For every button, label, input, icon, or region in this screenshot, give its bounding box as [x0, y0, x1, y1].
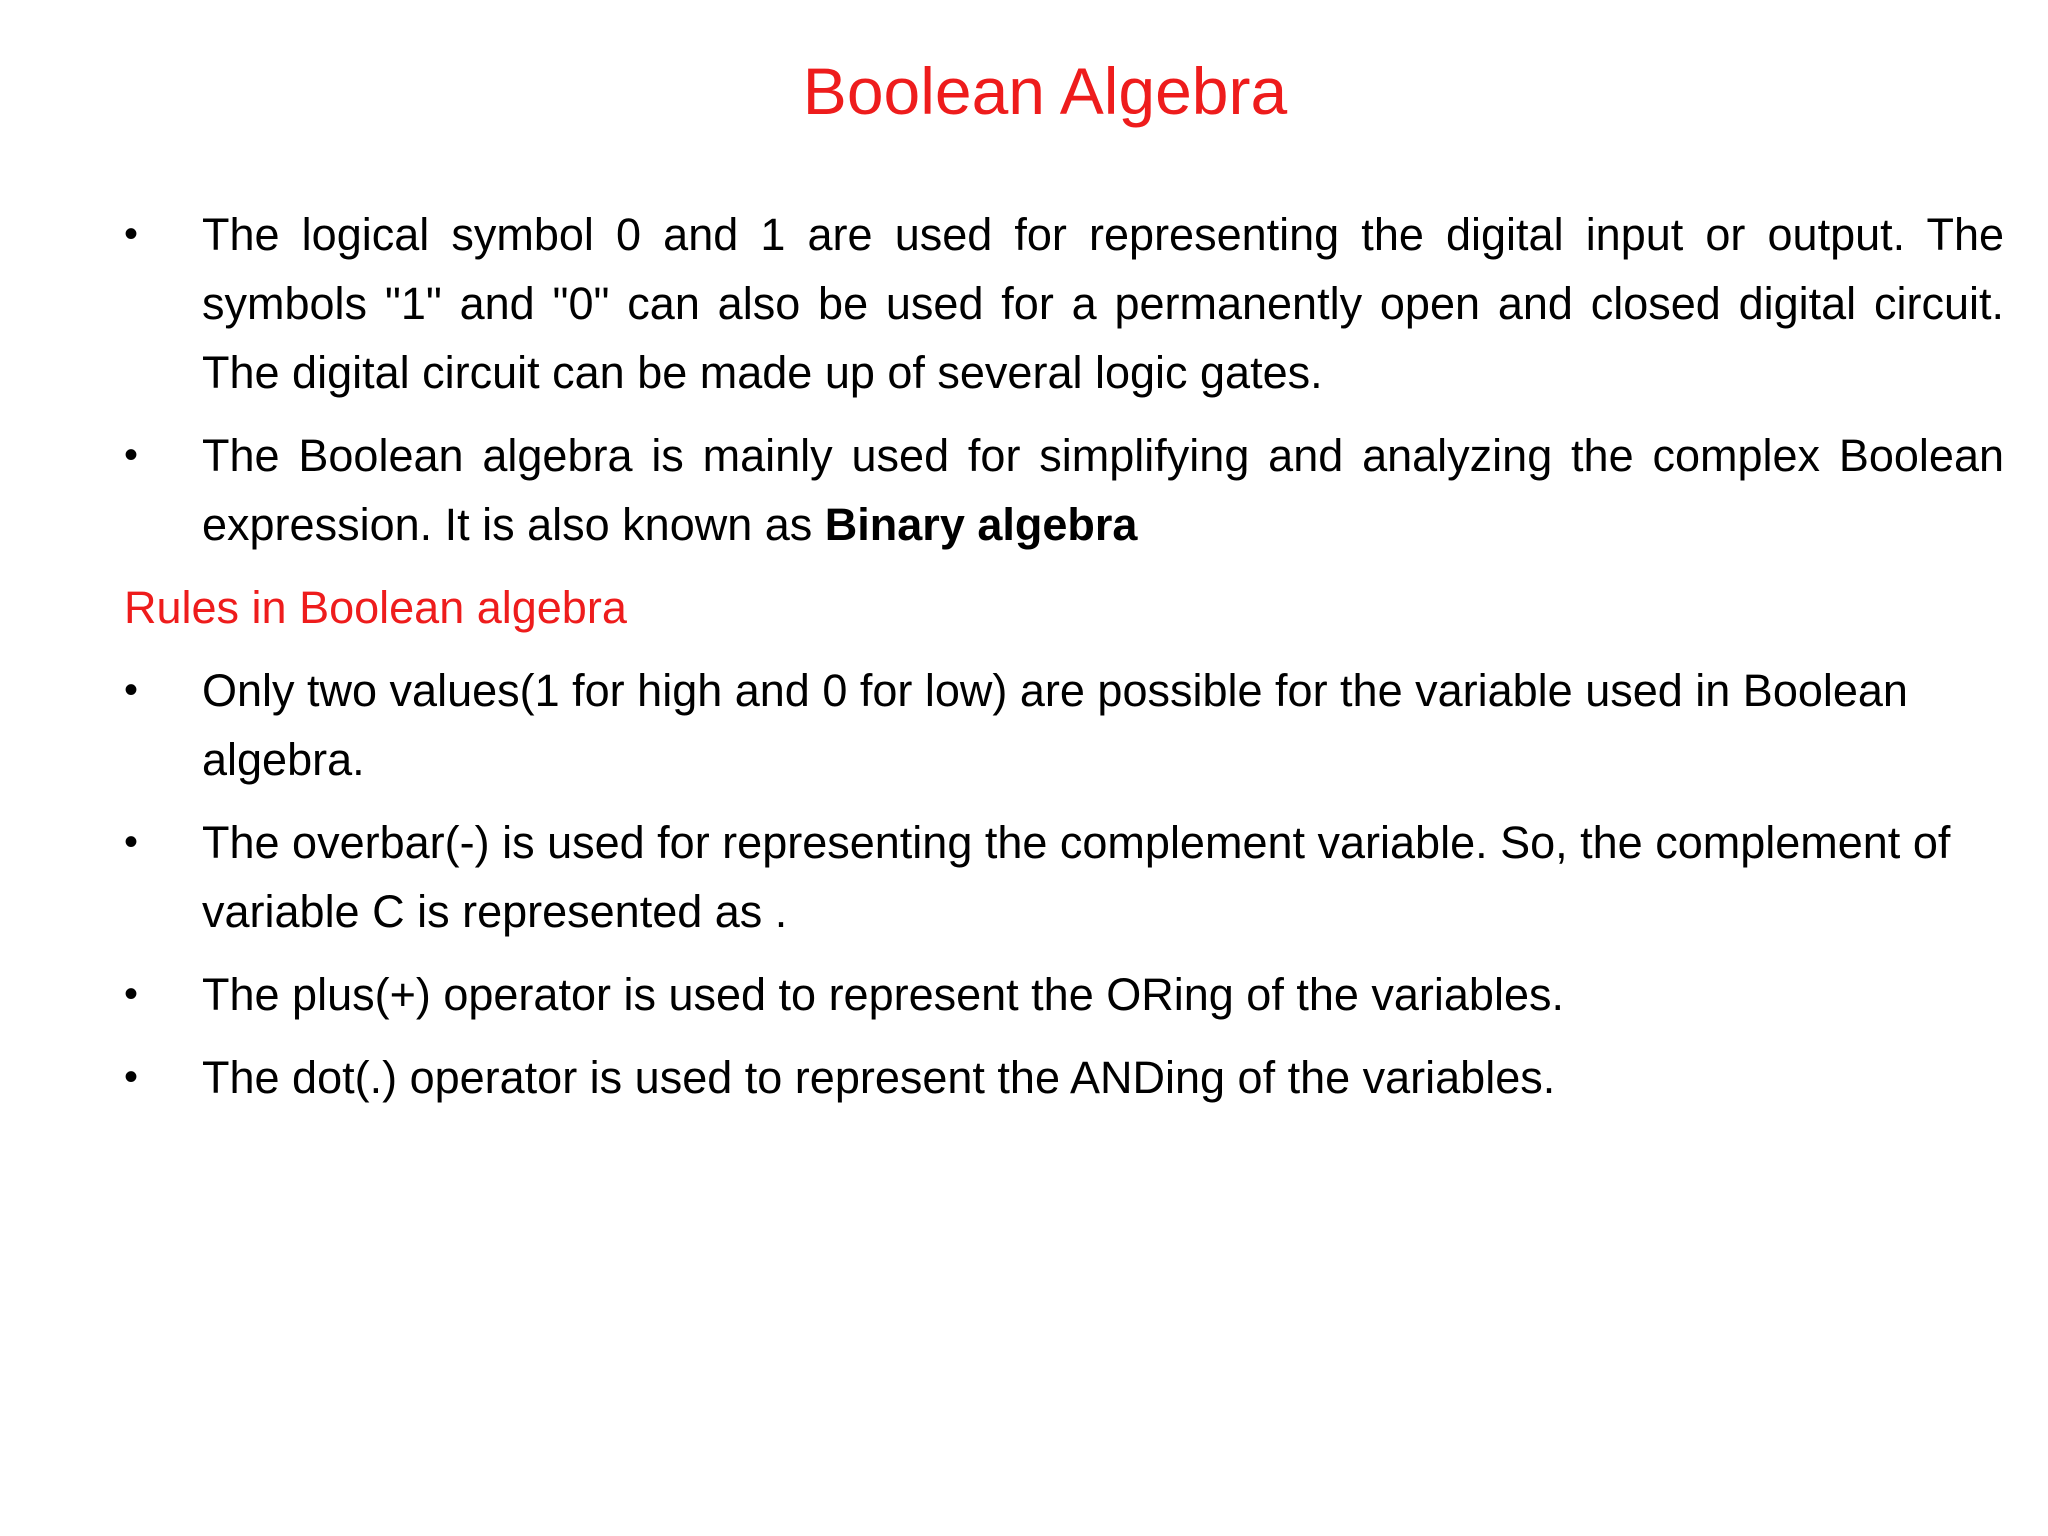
rules-heading: Rules in Boolean algebra	[124, 582, 627, 633]
bullet-item-rule-2	[124, 808, 2004, 946]
bullet-text: The overbar(-) is used for representing the complement variable. So, the complement of variable C is represented as .	[202, 817, 1951, 937]
bullet-item-rule-1	[124, 656, 2004, 794]
bullet-dot: •	[124, 668, 139, 712]
bullet-text: The logical symbol 0 and 1 are used for representing the digital input or output. The symbols "1" and "0" can also be used for a permanently open and closed digital circuit. The digital circuit can be made up of several logic gates.	[202, 209, 2004, 398]
slide-title: Boolean Algebra	[802, 54, 1288, 128]
bullet-dot: •	[124, 433, 139, 477]
bullet-text: The dot(.) operator is used to represent the ANDing of the variables.	[202, 1052, 1556, 1103]
bullet-text: The plus(+) operator is used to represent the ORing of the variables.	[202, 969, 1564, 1020]
bullet-item-intro-2	[124, 421, 2004, 559]
bullet-dot: •	[124, 820, 139, 864]
bullet-text: Only two values(1 for high and 0 for low) are possible for the variable used in Boolean algebra.	[202, 665, 1908, 785]
bullet-dot: •	[124, 212, 139, 256]
bullet-item-rule-4	[124, 1043, 2004, 1112]
bullet-text: The Boolean algebra is mainly used for simplifying and analyzing the complex Boolean expression. It is also known as	[202, 430, 2004, 550]
bullet-dot: •	[124, 1055, 139, 1099]
slide-content	[124, 200, 2004, 1126]
bullet-item-rule-3	[124, 960, 2004, 1029]
bullet-item-intro-1	[124, 200, 2004, 407]
bullet-dot: •	[124, 972, 139, 1016]
binary-algebra-term: Binary algebra	[824, 499, 1138, 550]
